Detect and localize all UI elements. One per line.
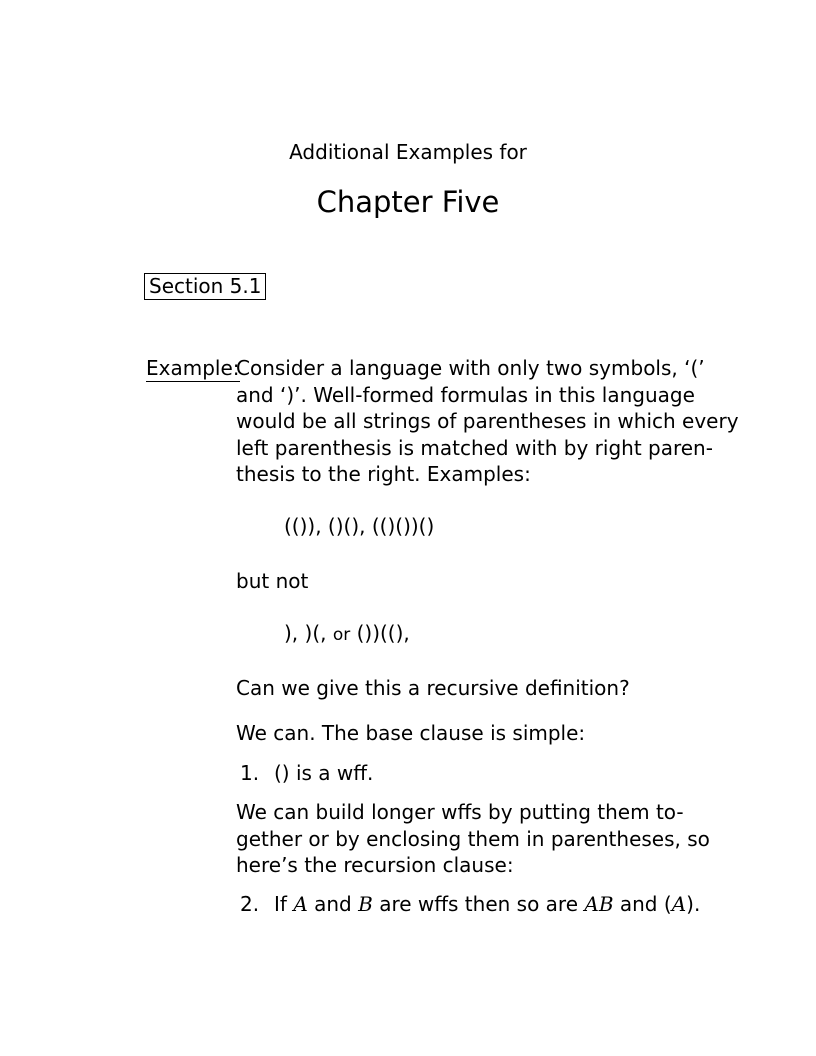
non-wff-part2: ())((),: [356, 621, 410, 645]
item2-and: and: [314, 892, 352, 916]
paren-open: (: [663, 892, 672, 916]
intro-line: would be all strings of parentheses in which every: [236, 409, 739, 433]
intro-line: and ‘)’. Well-formed formulas in this language: [236, 382, 695, 407]
wff-examples: (()), ()(), (()())(): [284, 514, 435, 538]
doc-subtitle: Additional Examples for: [289, 140, 527, 164]
paren-close: ).: [686, 892, 701, 916]
example-label: Example:: [146, 356, 240, 380]
formula-ab: AB: [584, 892, 614, 916]
but-not-text: but not: [236, 569, 309, 593]
recursion-line: We can build longer wffs by putting them to-: [236, 800, 684, 824]
base-intro-text: We can. The base clause is simple:: [236, 721, 586, 745]
non-wff-part1: ), )(,: [284, 621, 327, 645]
formula-a: A: [293, 892, 308, 916]
section-label: Section 5.1: [144, 273, 266, 300]
item2-middle: are wffs then so are: [379, 892, 579, 916]
item1-text: () is a wff.: [274, 761, 374, 785]
non-wff-examples: [284, 620, 410, 649]
intro-line: left parenthesis is matched with by right paren-: [236, 435, 713, 460]
formula-b: B: [358, 892, 373, 916]
item1-number: 1.: [240, 761, 260, 785]
recursion-line: gether or by enclosing them in parentheses, so: [236, 826, 710, 851]
formula-a: A: [671, 892, 687, 916]
question-text: Can we give this a recursive definition?: [236, 676, 630, 700]
recursion-line: here’s the recursion clause:: [236, 853, 514, 877]
intro-line: Consider a language with only two symbols, ‘(’: [236, 356, 705, 380]
recursion-intro: [236, 799, 710, 879]
intro-line: thesis to the right. Examples:: [236, 462, 531, 486]
non-wff-or: or: [332, 625, 351, 645]
example-intro: [236, 355, 739, 488]
item2-and: and: [619, 892, 658, 916]
item2-text: [274, 891, 700, 918]
item2-if: If: [274, 892, 287, 916]
item2-number: 2.: [240, 892, 260, 916]
doc-title: Chapter Five: [316, 185, 500, 219]
